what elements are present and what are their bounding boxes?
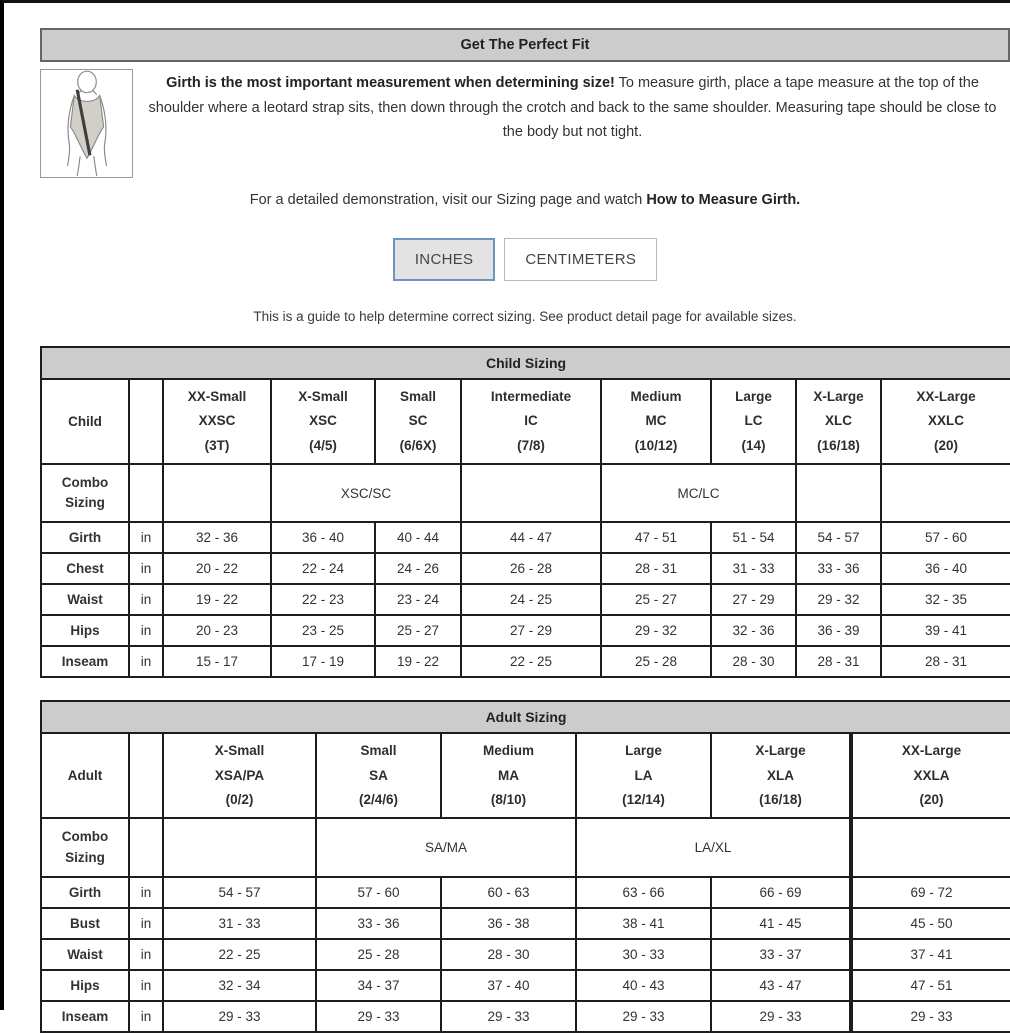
value-cell: 31 - 33 [711, 553, 796, 584]
row-label: Chest [41, 553, 129, 584]
centimeters-button[interactable]: CENTIMETERS [504, 238, 657, 281]
value-cell: 28 - 30 [441, 939, 576, 970]
value-cell: 28 - 30 [711, 646, 796, 677]
row-label: Inseam [41, 646, 129, 677]
adult-combo-sa-ma: SA/MA [316, 818, 576, 877]
col-sizes: (14) [741, 437, 766, 453]
unit-cell: in [129, 877, 163, 908]
table-row [41, 908, 1010, 939]
col-name: X-Small [214, 743, 265, 759]
unit-cell: in [129, 522, 163, 553]
child-col-xxsc [163, 379, 271, 464]
value-cell: 39 - 41 [881, 615, 1010, 646]
unit-cell: in [129, 646, 163, 677]
combo-empty-cell [163, 818, 316, 877]
unit-cell: in [129, 908, 163, 939]
col-sizes: (4/5) [309, 437, 337, 453]
demo-line [40, 192, 1010, 208]
value-cell: 37 - 40 [441, 970, 576, 1001]
girth-instructions-rest: To measure girth, place a tape measure at the top of the shoulder where a leotard strap sits, then down through the crotch and back to the same shoulder. Measuring tape should be close to the body but not tight. [148, 75, 997, 141]
col-code: XXLC [928, 413, 965, 429]
girth-instructions-bold: Girth is the most important measurement when determining size! [166, 75, 615, 91]
row-label: Hips [41, 615, 129, 646]
child-col-xxlc [881, 379, 1010, 464]
page-title: Get The Perfect Fit [40, 28, 1010, 62]
value-cell: 45 - 50 [851, 908, 1010, 939]
value-cell: 20 - 23 [163, 615, 271, 646]
child-col-sc [375, 379, 461, 464]
leotard-figure-image [40, 69, 133, 178]
combo-empty-cell [129, 818, 163, 877]
value-cell: 29 - 33 [711, 1001, 851, 1032]
adult-table-title: Adult Sizing [41, 701, 1010, 733]
adult-col-xsa [163, 733, 316, 818]
row-label: Girth [41, 522, 129, 553]
table-row [41, 584, 1010, 615]
value-cell: 22 - 24 [271, 553, 375, 584]
col-name: X-Small [298, 389, 348, 404]
value-cell: 29 - 33 [851, 1001, 1010, 1032]
unit-cell: in [129, 584, 163, 615]
col-name: Medium [630, 389, 682, 404]
value-cell: 36 - 39 [796, 615, 881, 646]
col-name: Large [735, 389, 772, 404]
value-cell: 23 - 25 [271, 615, 375, 646]
table-row [41, 553, 1010, 584]
value-cell: 32 - 36 [711, 615, 796, 646]
value-cell: 37 - 41 [851, 939, 1010, 970]
value-cell: 60 - 63 [441, 877, 576, 908]
girth-instructions [133, 69, 1010, 178]
adult-col-ma [441, 733, 576, 818]
row-label: Hips [41, 970, 129, 1001]
value-cell: 29 - 32 [796, 584, 881, 615]
col-sizes: (6/6X) [399, 437, 437, 453]
adult-row-header: Adult [41, 733, 129, 818]
value-cell: 25 - 28 [316, 939, 441, 970]
value-cell: 19 - 22 [163, 584, 271, 615]
value-cell: 22 - 25 [163, 939, 316, 970]
value-cell: 44 - 47 [461, 522, 601, 553]
col-code: XLC [825, 413, 852, 429]
col-code: MC [645, 413, 667, 429]
value-cell: 29 - 33 [163, 1001, 316, 1032]
unit-cell: in [129, 615, 163, 646]
unit-column-header [129, 379, 163, 464]
value-cell: 40 - 44 [375, 522, 461, 553]
table-row [41, 615, 1010, 646]
child-col-lc [711, 379, 796, 464]
adult-col-xla [711, 733, 851, 818]
value-cell: 51 - 54 [711, 522, 796, 553]
value-cell: 47 - 51 [601, 522, 711, 553]
col-name: XX-Large [901, 743, 962, 759]
demo-bold-text: How to Measure Girth. [646, 192, 801, 208]
leotard-shape [70, 96, 103, 159]
col-sizes: (16/18) [817, 437, 860, 453]
child-col-xlc [796, 379, 881, 464]
value-cell: 41 - 45 [711, 908, 851, 939]
col-sizes: (3T) [204, 437, 230, 453]
value-cell: 69 - 72 [851, 877, 1010, 908]
value-cell: 38 - 41 [576, 908, 711, 939]
value-cell: 23 - 24 [375, 584, 461, 615]
value-cell: 27 - 29 [711, 584, 796, 615]
unit-cell: in [129, 553, 163, 584]
col-code: XLA [767, 767, 794, 783]
col-name: X-Large [755, 743, 806, 759]
child-sizing-table [40, 346, 1010, 678]
child-combo-xsc-sc: XSC/SC [271, 464, 461, 523]
value-cell: 66 - 69 [711, 877, 851, 908]
demo-text: For a detailed demonstration, visit our Sizing page and watch [249, 192, 647, 208]
inches-button[interactable]: INCHES [393, 238, 495, 281]
col-sizes: (7/8) [517, 437, 545, 453]
value-cell: 25 - 27 [601, 584, 711, 615]
col-sizes: (12/14) [622, 791, 665, 807]
table-row [41, 970, 1010, 1001]
value-cell: 27 - 29 [461, 615, 601, 646]
col-code: SA [369, 767, 388, 783]
col-name: Small [399, 389, 437, 404]
value-cell: 28 - 31 [796, 646, 881, 677]
adult-col-la [576, 733, 711, 818]
value-cell: 47 - 51 [851, 970, 1010, 1001]
adult-col-xxla [851, 733, 1010, 818]
value-cell: 36 - 38 [441, 908, 576, 939]
value-cell: 36 - 40 [881, 553, 1010, 584]
col-name: Intermediate [490, 389, 572, 404]
value-cell: 28 - 31 [601, 553, 711, 584]
combo-empty-cell [796, 464, 881, 523]
value-cell: 29 - 33 [576, 1001, 711, 1032]
value-cell: 31 - 33 [163, 908, 316, 939]
child-row-header: Child [41, 379, 129, 464]
unit-toggle [40, 238, 1010, 281]
value-cell: 20 - 22 [163, 553, 271, 584]
unit-cell: in [129, 939, 163, 970]
table-row [41, 939, 1010, 970]
guide-note: This is a guide to help determine correct sizing. See product detail page for available sizes. [253, 309, 797, 324]
value-cell: 29 - 33 [441, 1001, 576, 1032]
combo-empty-cell [881, 464, 1010, 523]
unit-cell: in [129, 970, 163, 1001]
value-cell: 36 - 40 [271, 522, 375, 553]
value-cell: 43 - 47 [711, 970, 851, 1001]
combo-empty-cell [163, 464, 271, 523]
col-code: XXSC [198, 413, 236, 429]
col-code: IC [524, 413, 538, 429]
value-cell: 22 - 23 [271, 584, 375, 615]
col-name: XX-Large [916, 389, 976, 404]
value-cell: 40 - 43 [576, 970, 711, 1001]
child-combo-mc-lc: MC/LC [601, 464, 796, 523]
value-cell: 33 - 37 [711, 939, 851, 970]
value-cell: 32 - 34 [163, 970, 316, 1001]
combo-empty-cell [129, 464, 163, 523]
child-combo-label: Combo Sizing [41, 464, 129, 523]
value-cell: 29 - 32 [601, 615, 711, 646]
table-row [41, 1001, 1010, 1032]
adult-col-sa [316, 733, 441, 818]
value-cell: 22 - 25 [461, 646, 601, 677]
value-cell: 28 - 31 [881, 646, 1010, 677]
col-sizes: (20) [919, 791, 944, 807]
value-cell: 54 - 57 [796, 522, 881, 553]
combo-empty-cell [851, 818, 1010, 877]
col-code: LC [744, 413, 763, 429]
value-cell: 24 - 26 [375, 553, 461, 584]
value-cell: 29 - 33 [316, 1001, 441, 1032]
value-cell: 26 - 28 [461, 553, 601, 584]
adult-combo-la-xl: LA/XL [576, 818, 851, 877]
col-sizes: (0/2) [225, 791, 254, 807]
value-cell: 19 - 22 [375, 646, 461, 677]
value-cell: 54 - 57 [163, 877, 316, 908]
value-cell: 15 - 17 [163, 646, 271, 677]
col-sizes: (2/4/6) [358, 791, 399, 807]
value-cell: 32 - 36 [163, 522, 271, 553]
col-name: Medium [482, 743, 534, 759]
sizing-guide-page [40, 28, 1010, 1033]
table-row [41, 522, 1010, 553]
col-name: X-Large [813, 389, 864, 404]
girth-measurement-figure [41, 70, 132, 177]
col-code: XSC [309, 413, 337, 429]
child-col-mc [601, 379, 711, 464]
col-sizes: (8/10) [490, 791, 527, 807]
combo-empty-cell [461, 464, 601, 523]
table-row [41, 646, 1010, 677]
col-sizes: (10/12) [634, 437, 678, 453]
child-col-xsc [271, 379, 375, 464]
col-name: Large [625, 743, 662, 759]
col-code: XSA/PA [214, 767, 265, 783]
child-col-ic [461, 379, 601, 464]
row-label: Bust [41, 908, 129, 939]
value-cell: 57 - 60 [881, 522, 1010, 553]
intro-section [40, 69, 1010, 178]
value-cell: 30 - 33 [576, 939, 711, 970]
col-sizes: (20) [934, 437, 959, 453]
row-label: Girth [41, 877, 129, 908]
value-cell: 32 - 35 [881, 584, 1010, 615]
value-cell: 34 - 37 [316, 970, 441, 1001]
unit-column-header [129, 733, 163, 818]
value-cell: 33 - 36 [316, 908, 441, 939]
row-label: Inseam [41, 1001, 129, 1032]
unit-cell: in [129, 1001, 163, 1032]
table-row [41, 877, 1010, 908]
value-cell: 57 - 60 [316, 877, 441, 908]
col-name: Small [360, 743, 397, 759]
child-table-title: Child Sizing [41, 347, 1010, 379]
value-cell: 25 - 27 [375, 615, 461, 646]
col-code: MA [498, 767, 519, 783]
adult-combo-label: Combo Sizing [41, 818, 129, 877]
row-label: Waist [41, 584, 129, 615]
col-sizes: (16/18) [759, 791, 802, 807]
row-label: Waist [41, 939, 129, 970]
value-cell: 25 - 28 [601, 646, 711, 677]
col-code: SC [408, 413, 428, 429]
col-code: LA [634, 767, 653, 783]
col-name: XX-Small [187, 389, 247, 404]
value-cell: 63 - 66 [576, 877, 711, 908]
value-cell: 17 - 19 [271, 646, 375, 677]
adult-sizing-table [40, 700, 1010, 1032]
value-cell: 33 - 36 [796, 553, 881, 584]
value-cell: 24 - 25 [461, 584, 601, 615]
col-code: XXLA [913, 767, 950, 783]
